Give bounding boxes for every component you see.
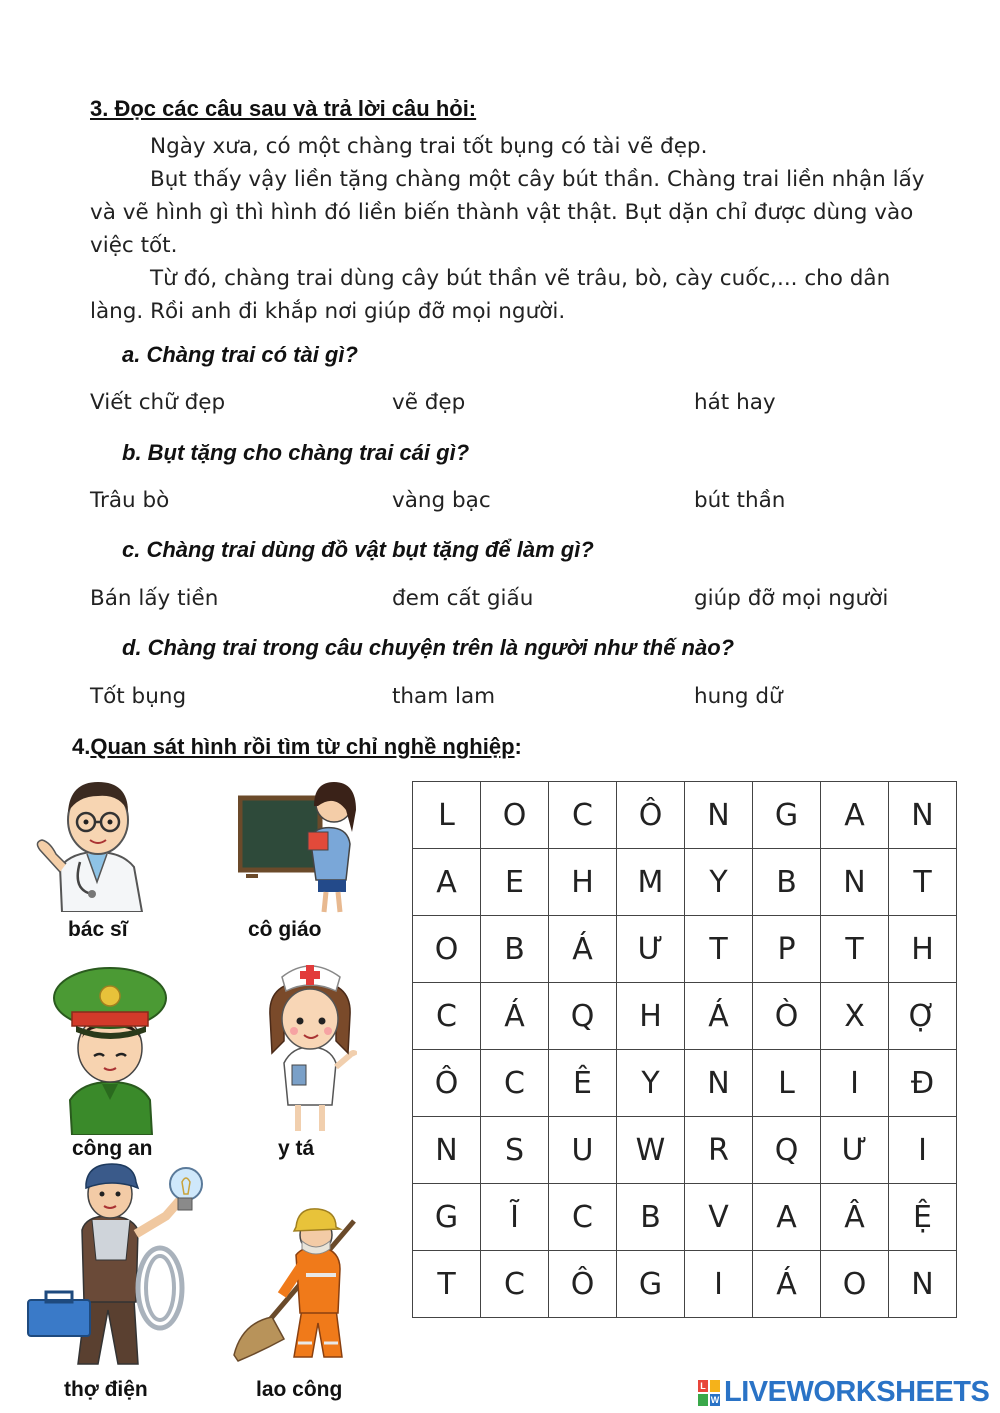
grid-cell[interactable]: S [481, 1117, 549, 1184]
story-paragraph-1: Ngày xưa, có một chàng trai tốt bụng có tài vẽ đẹp. [150, 134, 708, 159]
grid-cell[interactable]: A [821, 782, 889, 849]
grid-cell[interactable]: Á [481, 983, 549, 1050]
grid-cell[interactable]: C [481, 1050, 549, 1117]
logo-badge-letter-2: W [710, 1394, 720, 1405]
grid-cell[interactable]: I [685, 1251, 753, 1318]
grid-cell[interactable]: U [549, 1117, 617, 1184]
grid-cell[interactable]: Â [821, 1184, 889, 1251]
grid-cell[interactable]: Y [617, 1050, 685, 1117]
caption-nurse: y tá [278, 1137, 315, 1160]
grid-cell[interactable]: Ô [549, 1251, 617, 1318]
grid-cell[interactable]: W [617, 1117, 685, 1184]
grid-cell[interactable]: T [413, 1251, 481, 1318]
doctor-picture [32, 772, 162, 912]
grid-cell[interactable]: L [413, 782, 481, 849]
grid-cell[interactable]: H [617, 983, 685, 1050]
grid-cell[interactable]: A [753, 1184, 821, 1251]
question-d-option-1[interactable]: Tốt bụng [90, 684, 187, 709]
story-paragraph-2: Bụt thấy vậy liền tặng chàng một cây bút thần. Chàng trai liền nhận lấy và vẽ hình gì thì hình đó liền biến thành vật thật. Bụt dặn chỉ được dùng vào việc tốt. [90, 167, 925, 258]
section-4-title-text: Quan sát hình rồi tìm từ chỉ nghề nghiệp [90, 734, 515, 759]
grid-row [413, 916, 957, 983]
grid-cell[interactable]: I [889, 1117, 957, 1184]
grid-cell[interactable]: Ô [617, 782, 685, 849]
question-d-option-3[interactable]: hung dữ [694, 684, 783, 709]
grid-cell[interactable]: L [753, 1050, 821, 1117]
grid-cell[interactable]: Ô [413, 1050, 481, 1117]
grid-row [413, 1184, 957, 1251]
grid-cell[interactable]: C [549, 1184, 617, 1251]
question-d-option-2[interactable]: tham lam [392, 684, 496, 709]
question-b-option-2[interactable]: vàng bạc [392, 488, 491, 513]
caption-janitor: lao công [256, 1378, 343, 1401]
grid-cell[interactable]: Y [685, 849, 753, 916]
grid-cell[interactable]: Ĩ [481, 1184, 549, 1251]
grid-row [413, 1050, 957, 1117]
question-a: a. Chàng trai có tài gì? [122, 342, 358, 367]
section-3-title: 3. Đọc các câu sau và trả lời câu hỏi: [90, 96, 477, 121]
question-c-option-1[interactable]: Bán lấy tiền [90, 586, 219, 611]
grid-cell[interactable]: Á [685, 983, 753, 1050]
logo-badge-letter-1: L [698, 1380, 708, 1392]
grid-cell[interactable]: B [481, 916, 549, 983]
question-b-option-3[interactable]: bút thần [694, 488, 786, 513]
grid-cell[interactable]: R [685, 1117, 753, 1184]
grid-cell[interactable]: I [821, 1050, 889, 1117]
grid-cell[interactable]: Ệ [889, 1184, 957, 1251]
grid-cell[interactable]: N [685, 782, 753, 849]
grid-cell[interactable]: H [889, 916, 957, 983]
question-b-option-1[interactable]: Trâu bò [90, 488, 170, 513]
grid-row [413, 983, 957, 1050]
grid-cell[interactable]: Ư [821, 1117, 889, 1184]
question-c: c. Chàng trai dùng đồ vật bụt tặng để làm gì? [122, 537, 594, 562]
grid-cell[interactable]: B [753, 849, 821, 916]
grid-cell[interactable]: A [413, 849, 481, 916]
liveworksheets-logo [698, 1376, 989, 1409]
section-4-title [72, 734, 522, 760]
grid-cell[interactable]: V [685, 1184, 753, 1251]
grid-cell[interactable]: Ợ [889, 983, 957, 1050]
grid-cell[interactable]: T [685, 916, 753, 983]
caption-teacher: cô giáo [248, 918, 322, 941]
grid-cell[interactable]: N [413, 1117, 481, 1184]
grid-cell[interactable]: Á [753, 1251, 821, 1318]
question-c-option-3[interactable]: giúp đỡ mọi người [694, 586, 889, 611]
grid-row [413, 782, 957, 849]
grid-cell[interactable]: B [617, 1184, 685, 1251]
grid-row [413, 1251, 957, 1318]
grid-cell[interactable]: X [821, 983, 889, 1050]
grid-cell[interactable]: O [413, 916, 481, 983]
caption-police: công an [72, 1137, 153, 1160]
grid-cell[interactable]: N [685, 1050, 753, 1117]
grid-cell[interactable]: O [821, 1251, 889, 1318]
grid-cell[interactable]: C [481, 1251, 549, 1318]
question-d: d. Chàng trai trong câu chuyện trên là người như thế nào? [122, 635, 735, 660]
question-b: b. Bụt tặng cho chàng trai cái gì? [122, 440, 470, 465]
section-4-number: 4. [72, 734, 91, 759]
grid-cell[interactable]: G [617, 1251, 685, 1318]
grid-row [413, 1117, 957, 1184]
grid-cell[interactable]: O [481, 782, 549, 849]
question-a-option-2[interactable]: vẽ đẹp [392, 390, 466, 415]
story-paragraph-3: Từ đó, chàng trai dùng cây bút thần vẽ trâu, bò, cày cuốc,... cho dân làng. Rồi anh đi khắp nơi giúp đỡ mọi người. [90, 266, 891, 324]
question-c-option-2[interactable]: đem cất giấu [392, 586, 534, 611]
grid-cell[interactable]: Đ [889, 1050, 957, 1117]
electrician-picture [26, 1160, 211, 1370]
grid-cell[interactable]: P [753, 916, 821, 983]
grid-cell[interactable]: Ò [753, 983, 821, 1050]
grid-cell[interactable]: M [617, 849, 685, 916]
grid-cell[interactable]: H [549, 849, 617, 916]
police-picture [52, 960, 172, 1135]
grid-cell[interactable]: G [413, 1184, 481, 1251]
grid-cell[interactable]: T [889, 849, 957, 916]
word-search-grid [412, 781, 957, 1318]
grid-cell[interactable]: N [821, 849, 889, 916]
grid-cell[interactable]: T [821, 916, 889, 983]
logo-badge [698, 1380, 720, 1406]
question-a-option-1[interactable]: Viết chữ đẹp [90, 390, 226, 415]
grid-cell[interactable]: C [549, 782, 617, 849]
question-a-option-3[interactable]: hát hay [694, 390, 776, 415]
caption-electrician: thợ điện [64, 1378, 148, 1401]
logo-text: LIVEWORKSHEETS [724, 1376, 990, 1408]
nurse-picture [262, 955, 357, 1135]
grid-cell[interactable]: Ê [549, 1050, 617, 1117]
grid-cell[interactable]: Á [549, 916, 617, 983]
grid-row [413, 849, 957, 916]
grid-cell[interactable]: E [481, 849, 549, 916]
grid-cell[interactable]: Q [753, 1117, 821, 1184]
caption-doctor: bác sĩ [68, 918, 128, 941]
grid-cell[interactable]: C [413, 983, 481, 1050]
section-4-colon: : [514, 734, 522, 759]
grid-cell[interactable]: Ư [617, 916, 685, 983]
grid-cell[interactable]: N [889, 782, 957, 849]
grid-cell[interactable]: Q [549, 983, 617, 1050]
grid-cell[interactable]: N [889, 1251, 957, 1318]
grid-cell[interactable]: G [753, 782, 821, 849]
janitor-picture [232, 1205, 362, 1365]
teacher-picture [238, 776, 363, 916]
story-text [90, 130, 940, 328]
